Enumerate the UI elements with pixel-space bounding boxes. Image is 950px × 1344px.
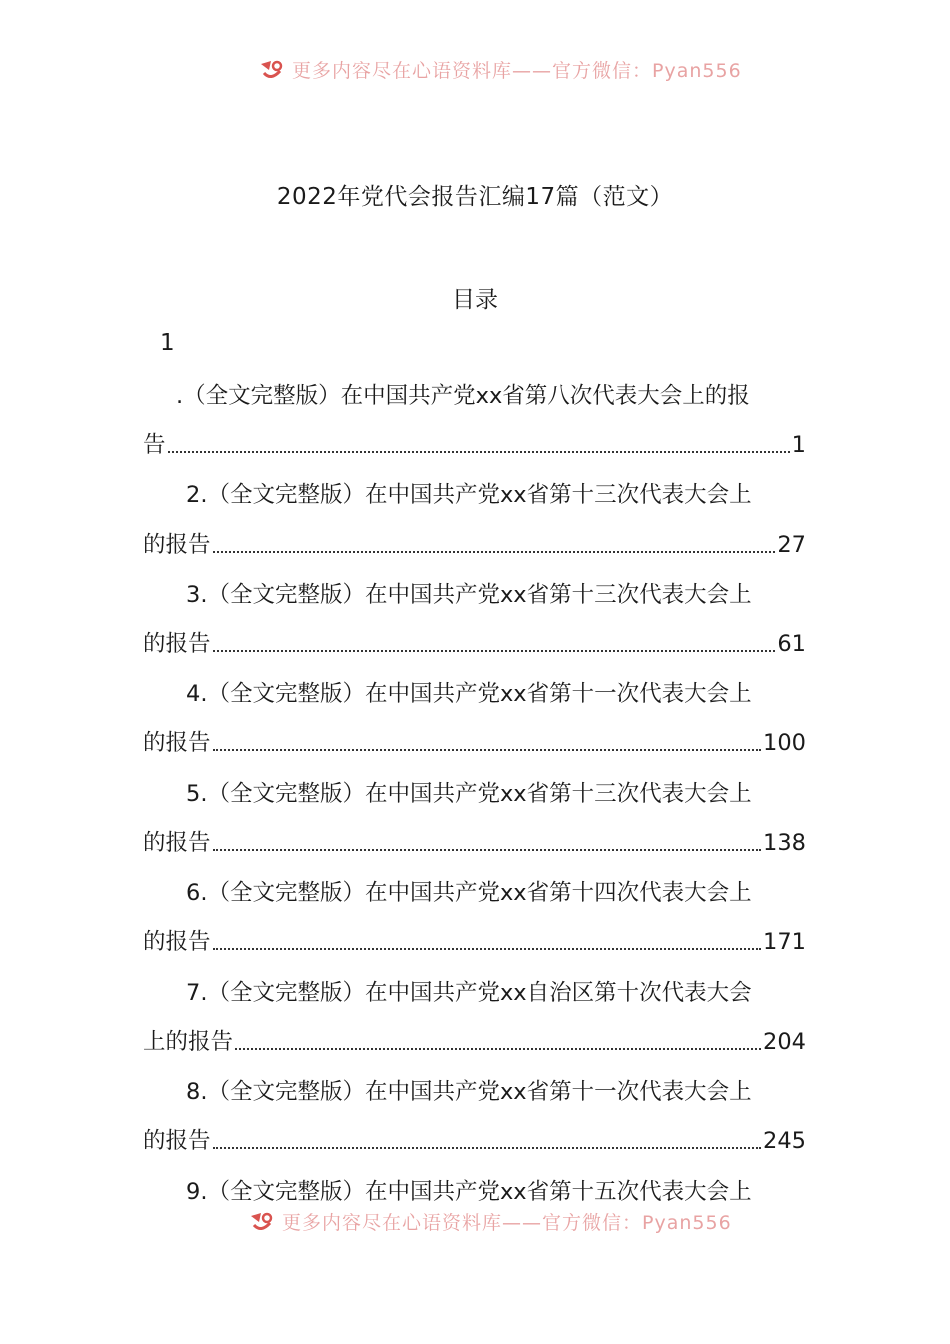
toc-entry-page: 138 bbox=[763, 830, 806, 856]
watermark-text: 更多内容尽在心语资料库——官方微信：Pyan556 bbox=[292, 60, 742, 82]
toc-entry-tail[interactable] bbox=[143, 823, 806, 863]
toc-entry-tail[interactable] bbox=[143, 425, 806, 465]
dot-leader bbox=[235, 1048, 761, 1050]
dot-leader bbox=[168, 451, 790, 453]
watermark-top bbox=[258, 56, 742, 83]
toc-entry-page: 204 bbox=[763, 1029, 806, 1055]
toc-entry-title[interactable]: 2.（全文完整版）在中国共产党xx省第十三次代表大会上 bbox=[186, 482, 752, 508]
watermark-logo-icon bbox=[258, 59, 284, 81]
toc-entry-tail-text: 上的报告 bbox=[143, 1029, 234, 1055]
toc-heading: 目录 bbox=[452, 287, 498, 313]
toc-entry-page: 1 bbox=[791, 432, 806, 458]
toc-entry-page: 27 bbox=[777, 532, 806, 558]
toc-entry-tail[interactable] bbox=[143, 723, 806, 763]
dot-leader bbox=[213, 749, 762, 751]
toc-entry-title[interactable]: 4.（全文完整版）在中国共产党xx省第十一次代表大会上 bbox=[186, 681, 752, 707]
toc-entry-page: 61 bbox=[777, 631, 806, 657]
dot-leader bbox=[213, 948, 762, 950]
dot-leader bbox=[213, 1147, 762, 1149]
toc-entry-title[interactable]: .（全文完整版）在中国共产党xx省第八次代表大会上的报 bbox=[176, 383, 750, 409]
toc-entry-title[interactable]: 8.（全文完整版）在中国共产党xx省第十一次代表大会上 bbox=[186, 1079, 752, 1105]
toc-entry-tail[interactable] bbox=[143, 624, 806, 664]
toc-entry-tail[interactable] bbox=[143, 1022, 806, 1062]
toc-entry-page: 245 bbox=[763, 1128, 806, 1154]
toc-entry-title[interactable]: 5.（全文完整版）在中国共产党xx省第十三次代表大会上 bbox=[186, 781, 752, 807]
watermark-bottom bbox=[248, 1208, 732, 1235]
toc-entry-tail-text: 的报告 bbox=[143, 631, 211, 657]
toc-entry-tail-text: 的报告 bbox=[143, 730, 211, 756]
toc-entry-tail-text: 的报告 bbox=[143, 929, 211, 955]
toc-entry-title[interactable]: 7.（全文完整版）在中国共产党xx自治区第十次代表大会 bbox=[186, 980, 752, 1006]
toc-entry-title[interactable]: 6.（全文完整版）在中国共产党xx省第十四次代表大会上 bbox=[186, 880, 752, 906]
toc-entry-title[interactable]: 9.（全文完整版）在中国共产党xx省第十五次代表大会上 bbox=[186, 1179, 752, 1205]
toc-entry-tail-text: 的报告 bbox=[143, 1128, 211, 1154]
toc-entry-tail-text: 的报告 bbox=[143, 532, 211, 558]
toc-entry-tail-text: 告 bbox=[143, 432, 166, 458]
toc-lead-number: 1 bbox=[160, 330, 175, 356]
toc-entry-title[interactable]: 3.（全文完整版）在中国共产党xx省第十三次代表大会上 bbox=[186, 582, 752, 608]
toc-entry-tail[interactable] bbox=[143, 525, 806, 565]
toc-entry-page: 171 bbox=[763, 929, 806, 955]
dot-leader bbox=[213, 849, 762, 851]
toc-entry-tail-text: 的报告 bbox=[143, 830, 211, 856]
document-title: 2022年党代会报告汇编17篇（范文） bbox=[276, 184, 674, 210]
watermark-text: 更多内容尽在心语资料库——官方微信：Pyan556 bbox=[282, 1212, 732, 1234]
dot-leader bbox=[213, 551, 776, 553]
watermark-logo-icon bbox=[248, 1211, 274, 1233]
dot-leader bbox=[213, 650, 776, 652]
toc-entry-tail[interactable] bbox=[143, 922, 806, 962]
toc-entry-tail[interactable] bbox=[143, 1121, 806, 1161]
toc-entry-page: 100 bbox=[763, 730, 806, 756]
